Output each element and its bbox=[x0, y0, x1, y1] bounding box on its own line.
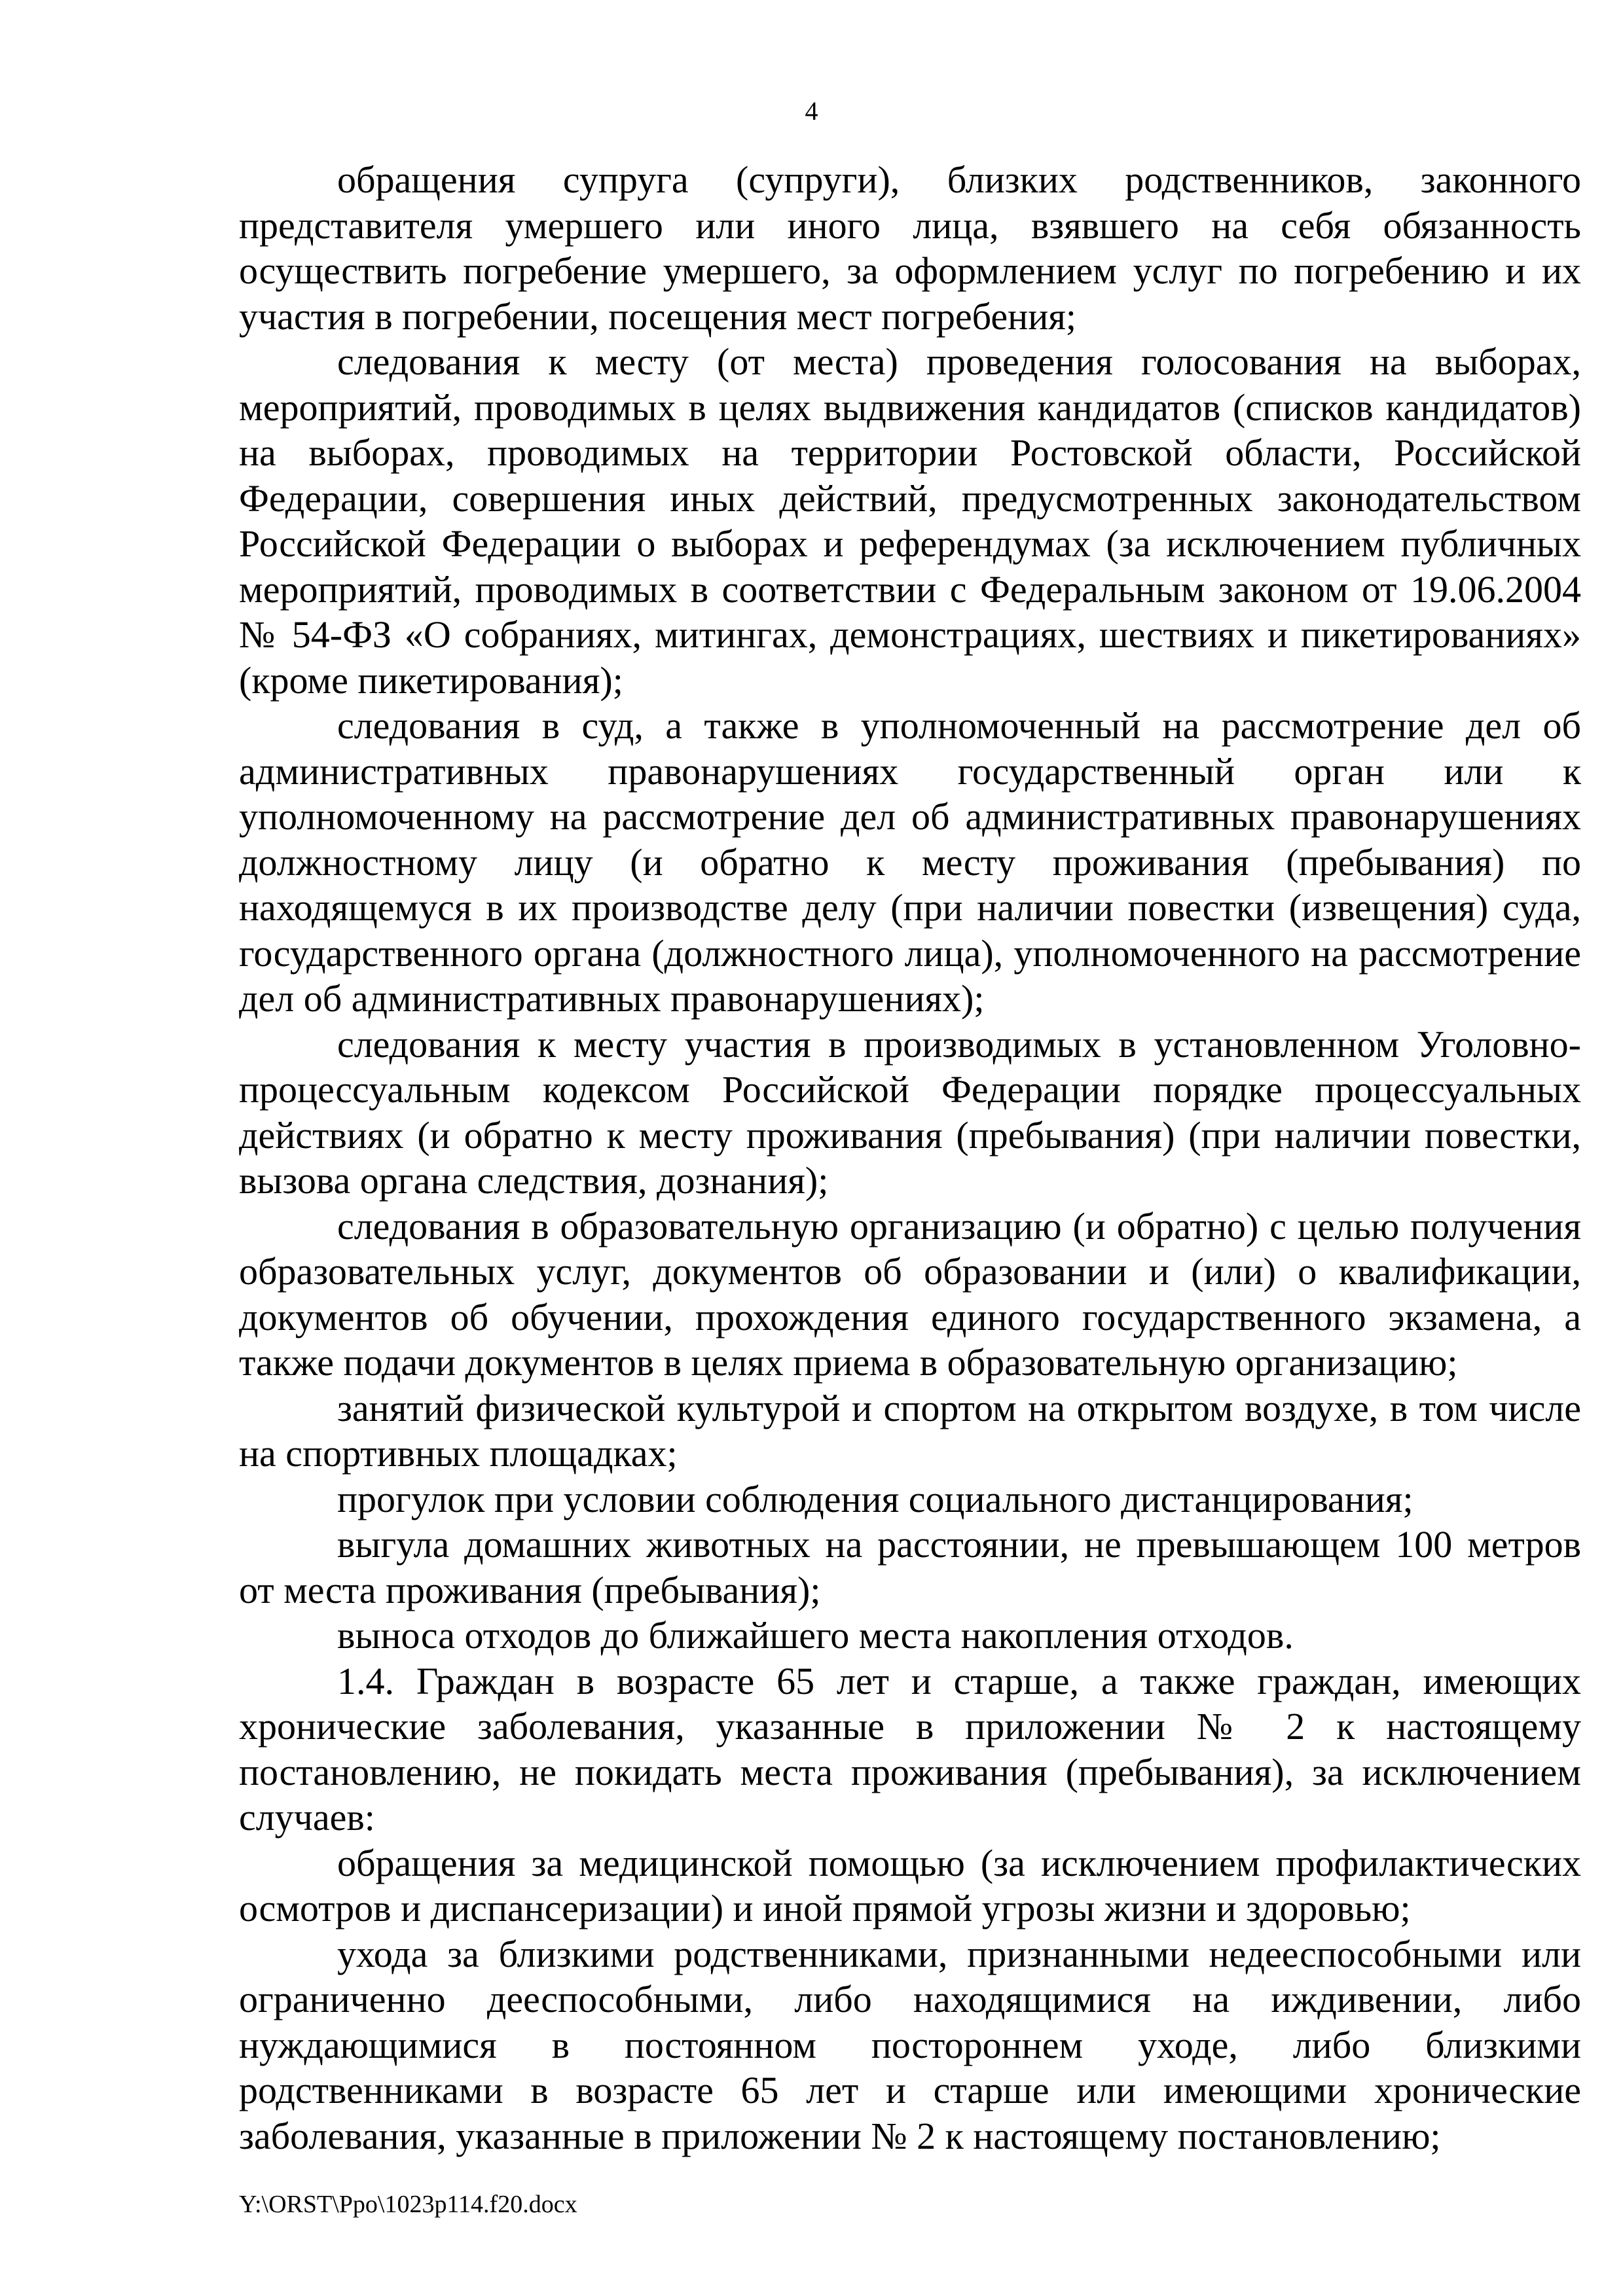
paragraph-procedural-actions: следования к месту участия в производимых в установленном Уголовно-процессуальным кодексом Российской Федерации порядке процессуальных действиях (и обратно к месту проживания (пребывания) (при наличии повестки, вызова органа следствия, дознания); bbox=[239, 1022, 1581, 1202]
paragraph-pets: выгула домашних животных на расстоянии, не превышающем 100 метров от места проживания (пребывания); bbox=[239, 1523, 1581, 1611]
paragraph-medical-help: обращения за медицинской помощью (за исключением профилактических осмотров и диспансеризации) и иной прямой угрозы жизни и здоровью; bbox=[239, 1841, 1581, 1929]
paragraph-elections: следования к месту (от места) проведения голосования на выборах, мероприятий, проводимых в целях выдвижения кандидатов (списков кандидатов) на выборах, проводимых на территории Ростовской области, Российской Федерации, совершения иных действий, предусмотренных законодательством Российской Федерации о выборах и референдумах (за исключением публичных мероприятий, проводимых в соответствии с Федеральным законом от 19.06.2004 № 54-ФЗ «О собраниях, митингах, демонстрациях, шествиях и пикетированиях» (кроме пикетирования); bbox=[239, 340, 1581, 702]
footer-file-path: Y:\ORST\Ppo\1023p114.f20.docx bbox=[239, 2191, 577, 2218]
paragraph-waste: выноса отходов до ближайшего места накопления отходов. bbox=[337, 1614, 1294, 1657]
page-number: 4 bbox=[805, 96, 818, 126]
paragraph-funeral: обращения супруга (супруги), близких родственников, законного представителя умершего или иного лица, взявшего на себя обязанность осуществить погребение умершего, за оформлением услуг по погребению и их участия в погребении, посещения мест погребения; bbox=[239, 158, 1581, 338]
paragraph-relatives-care: ухода за близкими родственниками, признанными недееспособными или ограниченно дееспособными, либо находящимися на иждивении, либо нуждающимися в постоянном постороннем уходе, либо близкими родственниками в возрасте 65 лет и старше или имеющими хронические заболевания, указанные в приложении № 2 к настоящему постановлению; bbox=[239, 1932, 1581, 2157]
paragraph-section-1-4: 1.4. Граждан в возрасте 65 лет и старше, а также граждан, имеющих хронические заболевания, указанные в приложении № 2 к настоящему постановлению, не покидать места проживания (пребывания), за исключением случаев: bbox=[239, 1659, 1581, 1839]
paragraph-sport: занятий физической культурой и спортом на открытом воздухе, в том числе на спортивных площадках; bbox=[239, 1386, 1581, 1475]
document-body bbox=[239, 157, 1581, 2159]
paragraph-walks: прогулок при условии соблюдения социального дистанцирования; bbox=[337, 1477, 1413, 1520]
paragraph-court: следования в суд, а также в уполномоченный на рассмотрение дел об административных правонарушениях государственный орган или к уполномоченному на рассмотрение дел об административных правонарушениях должностному лицу (и обратно к месту проживания (пребывания) по находящемуся в их производстве делу (при наличии повестки (извещения) суда, государственного органа (должностного лица), уполномоченного на рассмотрение дел об административных правонарушениях); bbox=[239, 704, 1581, 1020]
paragraph-education: следования в образовательную организацию (и обратно) с целью получения образовательных услуг, документов об образовании и (или) о квалификации, документов об обучении, прохождения единого государственного экзамена, а также подачи документов в целях приема в образовательную организацию; bbox=[239, 1204, 1581, 1384]
